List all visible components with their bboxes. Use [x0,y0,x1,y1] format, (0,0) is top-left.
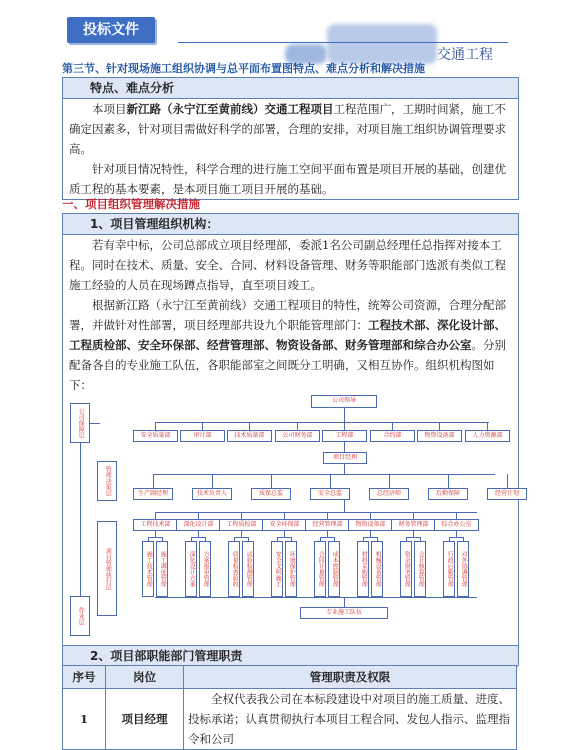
connector-line [448,474,449,488]
connector-line [449,537,463,538]
connector-line [344,442,345,452]
col-header: 序号 [63,666,106,689]
box-heading: 1、项目管理组织机构： [63,214,518,235]
cell-duty: 全权代表我公司在本标段建设中对项目的施工质量、进度、投标承诺；认真贯彻执行本项目工程合同、发包人指示、监理指令和公司 [184,689,517,750]
org-bottom: 专业施工队伍 [300,607,388,619]
connector-line [155,512,477,513]
connector-line [487,422,488,430]
org-leaf: 施工调度管理 [156,541,168,597]
connector-line [330,474,331,488]
org-leaf: 安全文明施工 [271,541,283,597]
org-leaf: 对外协调管理 [457,541,469,597]
paragraph: 根据新江路（永宁江至黄前线）交通工程项目的特性，统筹公司资源，合理分配部署，并做针对性部署，项目经理部共设九个职能管理部门：工程技术部、深化设计部、工程质检部、安全环保部、经营管理部、物资设备部、财务管理部和综合办公室。分别配备各自的专业施工队伍，各职能部室之间既分工明确，又相互协作。组织机构图如下： [69,298,506,392]
org-unit: 深化设计部 [176,519,221,531]
connector-line [271,474,272,488]
cell-no: 1 [63,689,106,750]
org-unit: 财务管理部 [391,519,436,531]
section-title: 第三节、针对现场施工组织协调与总平面布置图特点、难点分析和解决措施 [62,62,425,75]
org-leaf: 环境保护管理 [285,541,297,597]
connector-line [155,512,156,519]
connector-line [148,537,162,538]
org-unit: 经营管理部 [305,519,350,531]
connector-line [90,423,100,424]
connector-line [241,512,242,519]
connector-line [344,422,345,430]
connector-line [212,474,213,488]
org-unit: 工程技术部 [133,519,178,531]
org-leaf: 合同计量管理 [314,541,326,597]
connector-line [344,500,345,512]
connector-line [320,537,334,538]
org-unit: 综合办公室 [434,519,479,531]
side-label: 管理决策层 [97,461,117,501]
box-heading: 2、项目部职能部门管理职责 [63,646,518,667]
connector-line [155,422,156,430]
org-leaf: 方案报审管理 [199,541,211,597]
project-title [285,24,493,64]
org-officer: 后勤保障 [428,488,468,500]
connector-line [370,512,371,519]
col-header: 岗位 [106,666,184,689]
cell-role: 项目经理 [106,689,184,750]
connector-line [344,464,345,474]
org-dept: 物资设备部 [417,430,462,442]
org-chart [65,391,519,641]
org-manager: 项目经理 [323,452,367,464]
connector-line [155,597,477,598]
connector-line [202,422,203,430]
org-dept: 审计部 [180,430,225,442]
connector-line [284,512,285,519]
page-header [0,0,572,63]
connector-line [153,474,495,475]
org-unit: 工程质检部 [219,519,264,531]
org-leaf: 质量检查验收 [228,541,240,597]
org-top: 公司领导 [311,395,377,408]
org-dept: 工程部 [322,430,367,442]
connector-line [198,512,199,519]
org-officer: 技术负责人 [192,488,232,500]
table-row [63,689,517,750]
paragraph: 本项目新江路（永宁江至黄前线）交通工程项目工程范围广，工期时间紧，施工不确定因素多，针对项目需做好科学的部署，合理的安排，对项目施工组织协调管理要求高。 [69,102,506,156]
org-dept: 安全质量部 [133,430,178,442]
side-label: 项目管理执行层 [97,521,117,616]
blurred-title-part [327,24,437,64]
org-officer: 安全总监 [310,488,350,500]
duty-box [62,645,519,666]
org-leaf: 试验检测管理 [242,541,254,597]
connector-line [363,537,377,538]
connector-line [507,474,508,488]
connector-line [413,512,414,519]
heading-1: 一、项目组织管理解决措施 [62,197,200,211]
org-officer: 质保总监 [251,488,291,500]
org-leaf: 材料采购管理 [357,541,369,597]
connector-line [406,537,420,538]
org-dept: 合约部 [370,430,415,442]
connector-line [249,422,250,430]
header-rule [178,42,508,43]
bid-document-tag: 投标文件 [67,17,155,43]
duty-table [62,665,517,750]
side-label: 公司保障层 [70,403,90,443]
org-dept: 人力资源部 [465,430,510,442]
org-leaf: 深化设计方案 [185,541,197,597]
side-label: 作业层 [70,596,90,636]
connector-line [456,512,457,519]
org-officer: 经营计划 [487,488,527,500]
org-dept: 公司财务部 [275,430,320,442]
org-officer: 总经济师 [369,488,409,500]
org-leaf: 施工技术管理 [142,541,154,597]
org-leaf: 机械设备管理 [371,541,383,597]
connector-line [344,597,345,607]
org-leaf: 行政后勤管理 [443,541,455,597]
connector-line [80,443,81,596]
connector-line [344,408,345,422]
org-unit: 物资设备部 [348,519,393,531]
box-heading: 特点、难点分析 [63,78,518,99]
org-leaf: 资金财务管理 [400,541,412,597]
connector-line [327,512,328,519]
org-leaf: 会计核算管理 [414,541,426,597]
analysis-box [62,77,519,200]
connector-line [234,537,248,538]
connector-line [153,474,154,488]
title-text: 交通工程 [437,47,493,63]
col-header: 管理职责及权限 [184,666,517,689]
org-unit: 安全环保部 [262,519,307,531]
connector-line [277,537,291,538]
connector-line [389,474,390,488]
paragraph: 若有幸中标，公司总部成立项目经理部，委派1名公司副总经理任总指挥对接本工程。同时在技术、质量、安全、合同、材料设备管理、财务等职能部门选派有类似工程施工经验的人员在现场蹲点指导，直至项目竣工。 [69,238,506,292]
paragraph: 针对项目情况特性，科学合理的进行施工空间平面布置是项目开展的基础，创建优质工程的基本要素，是本项目施工项目开展的基础。 [69,162,506,196]
org-officer: 生产副经理 [133,488,173,500]
org-leaf: 成本控制管理 [328,541,340,597]
connector-line [191,537,205,538]
org-dept: 技术质量部 [227,430,272,442]
connector-line [392,422,393,430]
connector-line [439,422,440,430]
connector-line [297,422,298,430]
